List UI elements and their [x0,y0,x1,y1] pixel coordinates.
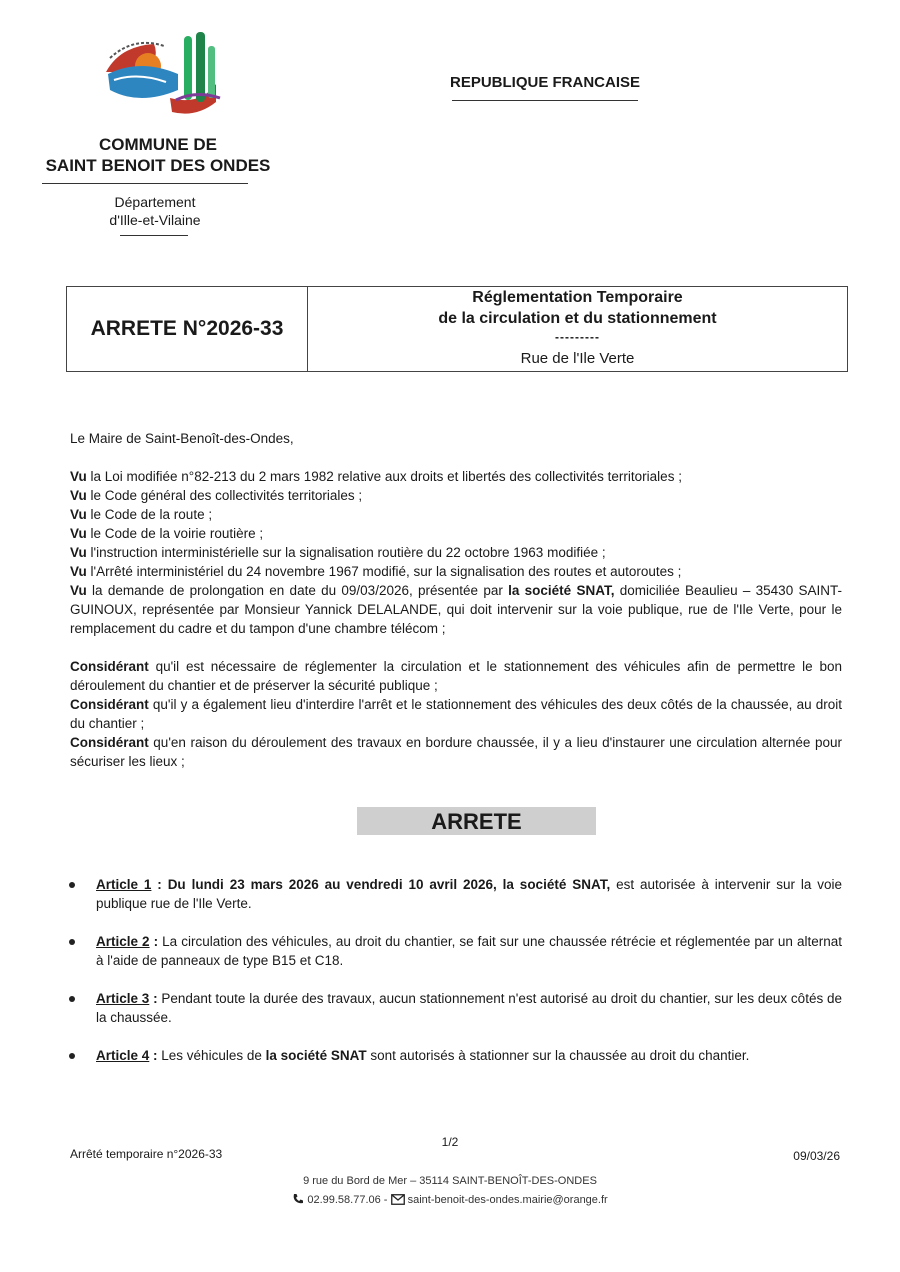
vu-item: Vu le Code de la route ; [70,507,213,522]
arrete-number: ARRETE N°2026-33 [90,317,284,340]
considerant-item: Considérant qu'il est nécessaire de réglementer la circulation et le stationnement des véhicules afin de permettre le bon déroulement du chantier et de préserver la sécurité publique ; [70,659,842,693]
subject-location: Rue de l'Ile Verte [520,350,635,367]
article-1: Article 1 : Du lundi 23 mars 2026 au vendredi 10 avril 2026, la société SNAT, est autorisée à intervenir sur la voie publique rue de l'Ile Verte. [60,875,842,913]
departement-line1: Département [114,194,196,210]
footer-date: 09/03/26 [793,1149,840,1163]
divider [42,183,248,184]
articles-list [60,875,842,1084]
divider [452,100,638,101]
bullet-icon [69,882,75,888]
title-box [66,286,848,372]
vu-item: Vu le Code général des collectivités territoriales ; [70,488,363,503]
commune-line1: COMMUNE DE [98,135,218,154]
bullet-icon [69,1053,75,1059]
subject-line1: Réglementation Temporaire [472,289,683,306]
email-icon [391,1194,405,1206]
footer-reference: Arrêté temporaire n°2026-33 [70,1147,223,1161]
vu-item: Vu la Loi modifiée n°82-213 du 2 mars 1982 relative aux droits et libertés des collectivités territoriales ; [70,469,682,484]
vu-item: Vu l'Arrêté interministériel du 24 novembre 1967 modifié, sur la signalisation des routes et autoroutes ; [70,564,682,579]
considerant-item: Considérant qu'il y a également lieu d'interdire l'arrêt et le stationnement des véhicules des deux côtés de la chaussée, au droit du chantier ; [70,697,842,731]
commune-name [30,134,286,176]
vu-section [70,467,842,638]
article-3: Article 3 : Pendant toute la durée des travaux, aucun stationnement n'est autorisé au droit du chantier, sur les deux côtés de la chaussée. [60,989,842,1027]
divider [120,235,188,236]
phone-number: 02.99.58.77.06 [307,1194,381,1206]
article-label: Article 1 [96,877,152,892]
email-address: saint-benoit-des-ondes.mairie@orange.fr [407,1194,608,1206]
article-label: Article 4 [96,1048,150,1063]
footer-address: 9 rue du Bord de Mer – 35114 SAINT-BENOÎT-DES-ONDES [303,1175,597,1187]
arrete-heading: ARRETE [357,807,596,835]
considerant-section [70,657,842,771]
vu-item: Vu le Code de la voirie routière ; [70,526,264,541]
page-number: 1/2 [441,1135,459,1149]
article-label: Article 3 [96,991,150,1006]
republique-heading: REPUBLIQUE FRANCAISE [449,74,640,91]
intro-line: Le Maire de Saint-Benoît-des-Ondes, [70,431,294,446]
footer-contact: 02.99.58.77.06 - saint-benoit-des-ondes.mairie@orange.fr [200,1193,700,1206]
phone-icon [292,1194,304,1206]
vu-item: Vu l'instruction interministérielle sur la signalisation routière du 22 octobre 1963 modifiée ; [70,545,606,560]
considerant-item: Considérant qu'en raison du déroulement des travaux en bordure chaussée, il y a lieu d'instaurer une circulation alternée pour sécuriser les lieux ; [70,735,842,769]
departement [60,193,250,229]
bullet-icon [69,996,75,1002]
article-2: Article 2 : La circulation des véhicules, au droit du chantier, se fait sur une chaussée rétrécie et réglementée par un alternat à l'aide de panneaux de type B15 et C18. [60,932,842,970]
commune-logo-icon [100,28,226,118]
commune-line2: SAINT BENOIT DES ONDES [45,156,271,175]
subject-line2: de la circulation et du stationnement [438,310,717,327]
bullet-icon [69,939,75,945]
article-4: Article 4 : Les véhicules de la société SNAT sont autorisés à stationner sur la chaussée au droit du chantier. [60,1046,842,1065]
vu-demande: Vu la demande de prolongation en date du 09/03/2026, présentée par la société SNAT, domiciliée Beaulieu – 35430 SAINT-GUINOUX, représentée par Monsieur Yannick DELALANDE, qui doit intervenir sur la voie publique, rue de l'Ile Verte, pour le remplacement du cadre et du tampon d'une chambre télécom ; [70,583,842,636]
subject-separator: --------- [555,330,600,344]
departement-line2: d'Ille-et-Vilaine [109,212,201,228]
article-label: Article 2 [96,934,150,949]
